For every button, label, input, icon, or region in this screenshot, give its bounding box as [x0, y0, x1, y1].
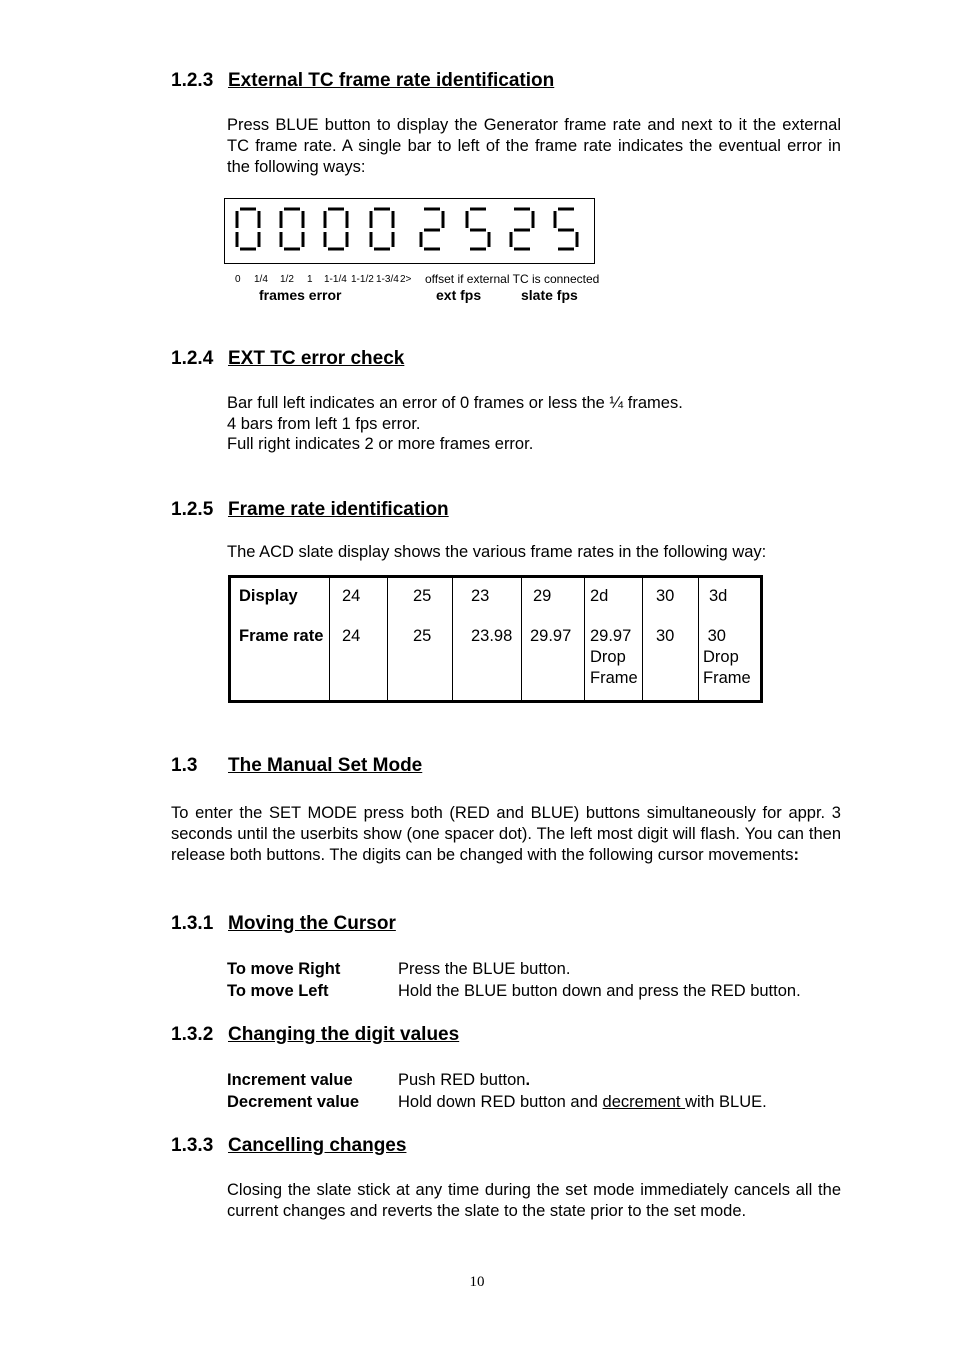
- text-line: Bar full left indicates an error of 0 frames or less the ¼ frames.: [227, 394, 683, 412]
- table-cell: 23: [453, 577, 522, 619]
- lcd-digit-0: [371, 209, 393, 249]
- table-cell: 29.97: [522, 618, 585, 702]
- table-cell: 30 Drop Frame: [703, 627, 751, 687]
- paragraph: Closing the slate stick at any time during the set mode immediately cancels all the current changes and reverts the slate to the state prior to the set mode.: [227, 1181, 841, 1220]
- section-number: 1.2.4: [171, 348, 214, 369]
- value-text: Press the BLUE button.: [398, 960, 571, 978]
- section-number: 1.2.3: [171, 70, 214, 91]
- section-title: Cancelling changes: [228, 1135, 407, 1156]
- section-number: 1.3.1: [171, 913, 214, 934]
- key-value-row: [227, 1069, 867, 1091]
- table-cell: 23.98: [453, 618, 522, 702]
- lcd-digit-2: [421, 209, 443, 249]
- key-label: Increment value: [227, 1071, 353, 1089]
- offset-note: offset if external TC is connected: [425, 272, 600, 286]
- key-value-row: [227, 958, 867, 980]
- error-tick-label: 1: [307, 274, 313, 285]
- page-number: 10: [469, 1274, 485, 1290]
- key-label: Decrement value: [227, 1093, 360, 1111]
- table-cell: 29.97 Drop Frame: [585, 618, 643, 702]
- section-heading-1-3-3: [171, 1135, 871, 1159]
- key-label: To move Left: [227, 982, 329, 1000]
- ext-fps-label: ext fps: [436, 287, 482, 303]
- table-cell: 24: [330, 618, 388, 702]
- lcd-digit-2: [511, 209, 533, 249]
- section-title: Moving the Cursor: [228, 913, 396, 934]
- slate-fps-label: slate fps: [521, 287, 578, 303]
- lcd-digit-5: [467, 209, 489, 249]
- paragraph: The ACD slate display shows the various frame rates in the following way:: [227, 543, 767, 561]
- table-cell: 29: [522, 577, 585, 619]
- paragraph: Press BLUE button to display the Generator frame rate and next to it the external TC frame rate. A single bar to left of the frame rate indicates the eventual error in the following ways:: [227, 116, 841, 176]
- text-line: 4 bars from left 1 fps error.: [227, 414, 421, 433]
- table-row-header: Frame rate: [230, 618, 330, 702]
- section-title: The Manual Set Mode: [228, 755, 423, 776]
- table-cell: 2d: [585, 577, 643, 619]
- value-text: Hold down RED button and decrement with BLUE.: [398, 1093, 767, 1111]
- section-heading-1-3-2: [171, 1024, 871, 1048]
- frame-rate-table: [228, 575, 763, 703]
- table-cell: 30: [643, 618, 699, 702]
- section-title: EXT TC error check: [228, 348, 405, 369]
- section-title: External TC frame rate identification: [228, 70, 555, 91]
- table-cell: 30: [643, 577, 699, 619]
- value-text: Hold the BLUE button down and press the RED button.: [398, 982, 801, 1000]
- paragraph-text: To enter the SET MODE press both (RED and BLUE) buttons simultaneously for appr. 3 seconds until the userbits show (one spacer dot). The left most digit will flash. You can then release both buttons. The digits can be changed with the following cursor movements: [171, 804, 841, 864]
- table-row: [230, 618, 762, 702]
- error-tick-label: 1-1/4: [324, 274, 347, 285]
- paragraph: [171, 803, 841, 866]
- table-cell: 24: [330, 577, 388, 619]
- display-legend: [224, 272, 644, 308]
- section-heading-1-2-5: [171, 499, 871, 523]
- section-heading-1-3: [171, 755, 871, 779]
- text-line: Full right indicates 2 or more frames error.: [227, 435, 534, 453]
- value-text: Push RED button.: [398, 1071, 531, 1089]
- lcd-digit-0: [325, 209, 347, 249]
- section-heading-1-2-4: [171, 348, 871, 372]
- lcd-digit-5: [555, 209, 577, 249]
- error-tick-label: 1/2: [280, 274, 294, 285]
- error-tick-label: 1/4: [254, 274, 268, 285]
- lcd-digit-0: [281, 209, 303, 249]
- error-tick-label: 2>: [400, 274, 412, 285]
- section-heading-1-3-1: [171, 913, 871, 937]
- section-title: Changing the digit values: [228, 1024, 460, 1045]
- table-cell: 25: [388, 618, 453, 702]
- seven-segment-digits: [225, 199, 593, 262]
- table-cell: 25: [388, 577, 453, 619]
- lcd-digit-0: [237, 209, 259, 249]
- error-check-lines: [227, 393, 683, 455]
- error-tick-label: 1-1/2: [351, 274, 374, 285]
- key-value-row: [227, 1091, 867, 1113]
- key-label: To move Right: [227, 960, 341, 978]
- section-number: 1.3: [171, 755, 198, 776]
- key-value-row: [227, 980, 867, 1002]
- table-row-header: Display: [230, 577, 330, 619]
- lcd-display: [224, 198, 595, 264]
- table-cell: 3d: [709, 587, 728, 605]
- section-title: Frame rate identification: [228, 499, 449, 520]
- frames-error-label: frames error: [259, 287, 342, 303]
- section-heading-1-2-3: [171, 70, 871, 94]
- error-tick-label: 1-3/4: [376, 274, 399, 285]
- section-number: 1.3.2: [171, 1024, 214, 1045]
- section-number: 1.3.3: [171, 1135, 214, 1156]
- error-tick-label: 0: [235, 274, 241, 285]
- table-row: [230, 577, 762, 619]
- paragraph-colon: :: [793, 846, 799, 864]
- section-number: 1.2.5: [171, 499, 214, 520]
